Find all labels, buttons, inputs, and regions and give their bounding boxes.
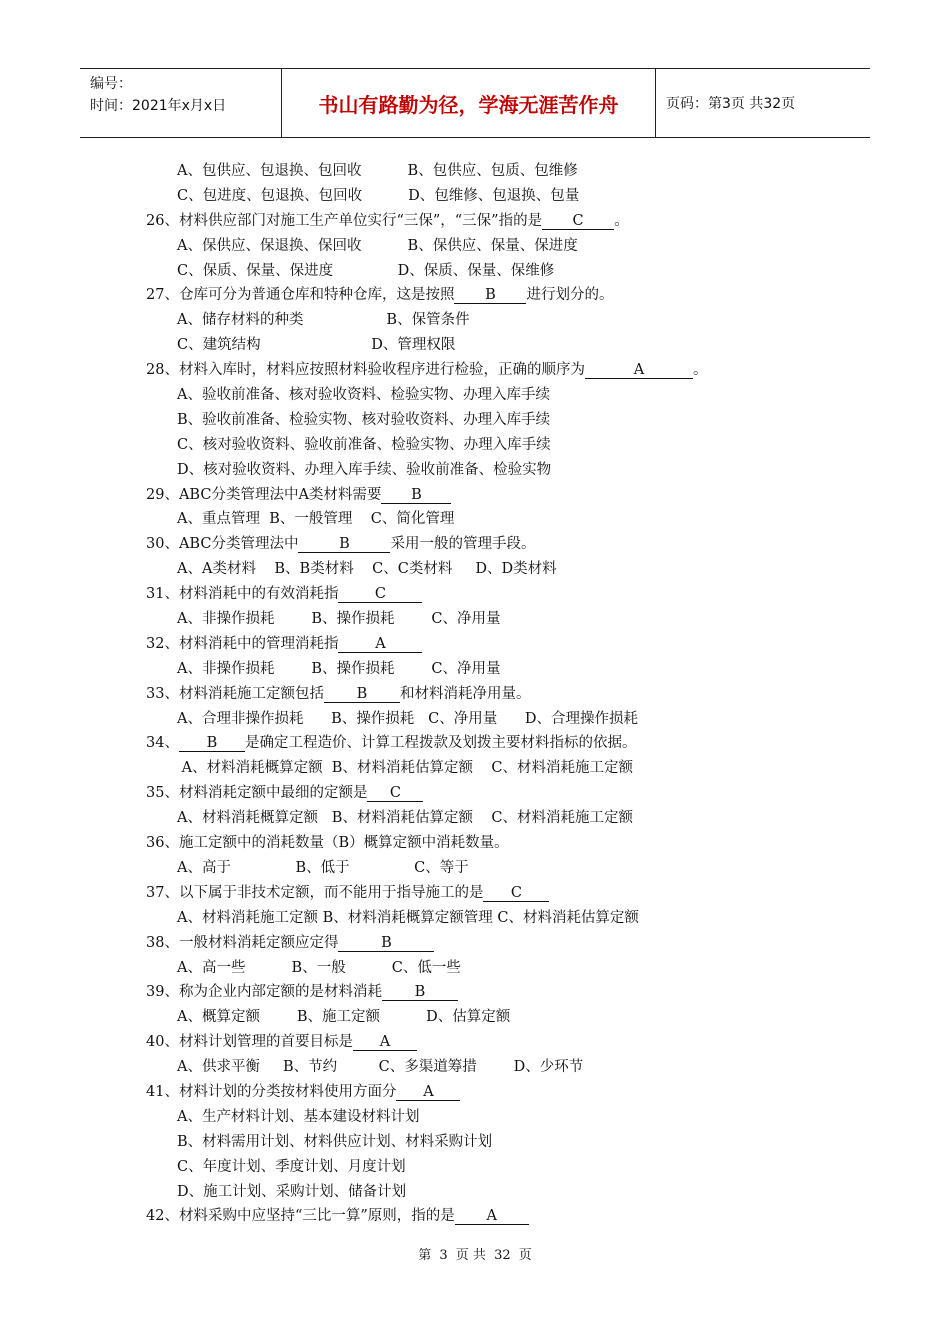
answer-blank: C xyxy=(542,211,614,230)
answer-blank: B xyxy=(324,684,400,703)
line-text: 33、材料消耗施工定额包括 xyxy=(146,685,324,702)
question-line xyxy=(146,358,766,383)
answer-blank: B xyxy=(381,485,451,504)
option-line xyxy=(146,607,766,632)
option-line xyxy=(146,259,766,284)
line-text: 。 xyxy=(692,362,708,379)
option-line xyxy=(146,657,766,682)
line-text: 。 xyxy=(614,212,629,229)
option-line xyxy=(146,234,766,259)
line-text: A、验收前准备、核对验收资料、检验实物、办理入库手续 xyxy=(177,387,550,404)
footer-suffix: 页 xyxy=(518,1248,532,1263)
page-footer xyxy=(0,1244,950,1263)
question-line xyxy=(146,781,766,806)
line-text: A、高于 B、低于 C、等于 xyxy=(177,859,469,876)
line-text: C、核对验收资料、验收前准备、检验实物、办理入库手续 xyxy=(177,436,551,453)
question-line xyxy=(146,209,766,234)
option-line xyxy=(146,1005,766,1030)
option-line xyxy=(146,383,766,408)
line-text: A、储存材料的种类 B、保管条件 xyxy=(177,312,470,329)
question-line xyxy=(146,632,766,657)
line-text: 34、 xyxy=(146,735,179,752)
line-text: C、建筑结构 D、管理权限 xyxy=(177,337,456,354)
line-text: A、非操作损耗 B、操作损耗 C、净用量 xyxy=(177,611,501,628)
option-line xyxy=(146,557,766,582)
line-text: A、保供应、保退换、保回收 B、保供应、保量、保进度 xyxy=(177,237,578,254)
answer-blank: B xyxy=(338,933,434,952)
line-text: 进行划分的。 xyxy=(526,287,614,304)
option-line xyxy=(146,458,766,483)
answer-blank: A xyxy=(396,1082,460,1101)
question-line xyxy=(146,483,766,508)
question-line xyxy=(146,831,766,856)
option-line xyxy=(146,906,766,931)
line-text: D、施工计划、采购计划、储备计划 xyxy=(177,1183,407,1200)
line-text: 30、ABC分类管理法中 xyxy=(146,536,299,553)
line-text: 是确定工程造价、计算工程拨款及划拨主要材料指标的依据。 xyxy=(244,735,637,752)
document-number-label: 编号： xyxy=(90,76,132,92)
line-text: 42、材料采购中应坚持“三比一算”原则，指的是 xyxy=(146,1208,455,1225)
line-text: 29、ABC分类管理法中A类材料需要 xyxy=(146,486,382,503)
option-line xyxy=(146,433,766,458)
line-text: 31、材料消耗中的有效消耗指 xyxy=(146,586,339,603)
answer-blank: B xyxy=(179,733,245,752)
line-text: B、验收前准备、检验实物、核对验收资料、办理入库手续 xyxy=(177,411,551,428)
question-line xyxy=(146,731,766,756)
question-line xyxy=(146,1030,766,1055)
question-line xyxy=(146,1204,766,1229)
option-line xyxy=(146,184,766,209)
line-text: C、年度计划、季度计划、月度计划 xyxy=(177,1158,406,1175)
line-text: A、材料消耗概算定额 B、材料消耗估算定额 C、材料消耗施工定额 xyxy=(177,760,633,777)
question-line xyxy=(146,532,766,557)
footer-prefix: 第 xyxy=(418,1248,432,1263)
option-line xyxy=(146,707,766,732)
line-text: A、重点管理 B、一般管理 C、简化管理 xyxy=(177,511,455,528)
answer-blank: C xyxy=(483,883,549,902)
question-line xyxy=(146,582,766,607)
line-text: A、材料消耗施工定额 B、材料消耗概算定额管理 C、材料消耗估算定额 xyxy=(177,909,639,926)
option-line xyxy=(146,408,766,433)
question-line xyxy=(146,980,766,1005)
option-line xyxy=(146,806,766,831)
line-text: 36、施工定额中的消耗数量（B）概算定额中消耗数量。 xyxy=(146,835,509,852)
question-line xyxy=(146,682,766,707)
line-text: 41、材料计划的分类按材料使用方面分 xyxy=(146,1083,397,1100)
line-text: 28、材料入库时，材料应按照材料验收程序进行检验，正确的顺序为 xyxy=(146,362,585,379)
option-line xyxy=(146,308,766,333)
line-text: B、材料需用计划、材料供应计划、材料采购计划 xyxy=(177,1133,493,1150)
footer-current-page: 3 xyxy=(439,1248,448,1263)
line-text: 采用一般的管理手段。 xyxy=(390,536,536,553)
line-text: A、非操作损耗 B、操作损耗 C、净用量 xyxy=(177,660,501,677)
footer-middle: 页 共 xyxy=(455,1248,486,1263)
line-text: 38、一般材料消耗定额应定得 xyxy=(146,934,339,951)
line-text: 26、材料供应部门对施工生产单位实行“三保”，“三保”指的是 xyxy=(146,212,543,229)
question-line xyxy=(146,1080,766,1105)
answer-blank: B xyxy=(382,982,458,1001)
line-text: A、概算定额 B、施工定额 D、估算定额 xyxy=(177,1009,511,1026)
line-text: A、合理非操作损耗 B、操作损耗 C、净用量 D、合理操作损耗 xyxy=(177,710,638,727)
option-line xyxy=(146,1105,766,1130)
option-line xyxy=(146,756,766,781)
line-text: A、材料消耗概算定额 B、材料消耗估算定额 C、材料消耗施工定额 xyxy=(177,810,633,827)
line-text: A、生产材料计划、基本建设材料计划 xyxy=(177,1108,420,1125)
line-text: 40、材料计划管理的首要目标是 xyxy=(146,1034,353,1051)
line-text: 27、仓库可分为普通仓库和特种仓库，这是按照 xyxy=(146,287,455,304)
header-page-info: 页码：第3页 共32页 xyxy=(666,96,796,112)
question-line xyxy=(146,931,766,956)
option-line xyxy=(146,1130,766,1155)
option-line xyxy=(146,159,766,184)
footer-total-pages: 32 xyxy=(494,1248,511,1263)
header-meta xyxy=(80,69,282,137)
option-line xyxy=(146,856,766,881)
page-header xyxy=(80,68,870,138)
option-line xyxy=(146,956,766,981)
line-text: 32、材料消耗中的管理消耗指 xyxy=(146,635,339,652)
line-text: C、包进度、包退换、包回收 D、包维修、包退换、包量 xyxy=(177,187,580,204)
answer-blank: A xyxy=(338,634,422,653)
answer-blank: A xyxy=(585,360,693,379)
line-text: A、高一些 B、一般 C、低一些 xyxy=(177,959,461,976)
answer-blank: A xyxy=(455,1206,529,1225)
line-text: D、核对验收资料、办理入库手续、验收前准备、检验实物 xyxy=(177,461,552,478)
line-text: 和材料消耗净用量。 xyxy=(399,685,531,702)
header-motto: 书山有路勤为径，学海无涯苦作舟 xyxy=(282,69,656,137)
document-date: 时间：2021年x月x日 xyxy=(90,98,227,114)
answer-blank: A xyxy=(353,1032,417,1051)
line-text: 35、材料消耗定额中最细的定额是 xyxy=(146,785,368,802)
line-text: 37、以下属于非技术定额，而不能用于指导施工的是 xyxy=(146,884,484,901)
question-list xyxy=(146,159,766,1229)
line-text: C、保质、保量、保进度 D、保质、保量、保维修 xyxy=(177,262,555,279)
option-line xyxy=(146,1055,766,1080)
option-line xyxy=(146,507,766,532)
answer-blank: C xyxy=(367,783,423,802)
option-line xyxy=(146,1180,766,1205)
answer-blank: B xyxy=(454,285,526,304)
question-line xyxy=(146,881,766,906)
line-text: A、包供应、包退换、包回收 B、包供应、包质、包维修 xyxy=(177,163,578,179)
line-text: 39、称为企业内部定额的是材料消耗 xyxy=(146,984,382,1001)
question-line xyxy=(146,283,766,308)
answer-blank: B xyxy=(298,534,390,553)
line-text: A、A类材料 B、B类材料 C、C类材料 D、D类材料 xyxy=(177,561,557,578)
option-line xyxy=(146,1155,766,1180)
answer-blank: C xyxy=(338,584,422,603)
line-text: A、供求平衡 B、节约 C、多渠道筹措 D、少环节 xyxy=(177,1059,584,1076)
option-line xyxy=(146,333,766,358)
